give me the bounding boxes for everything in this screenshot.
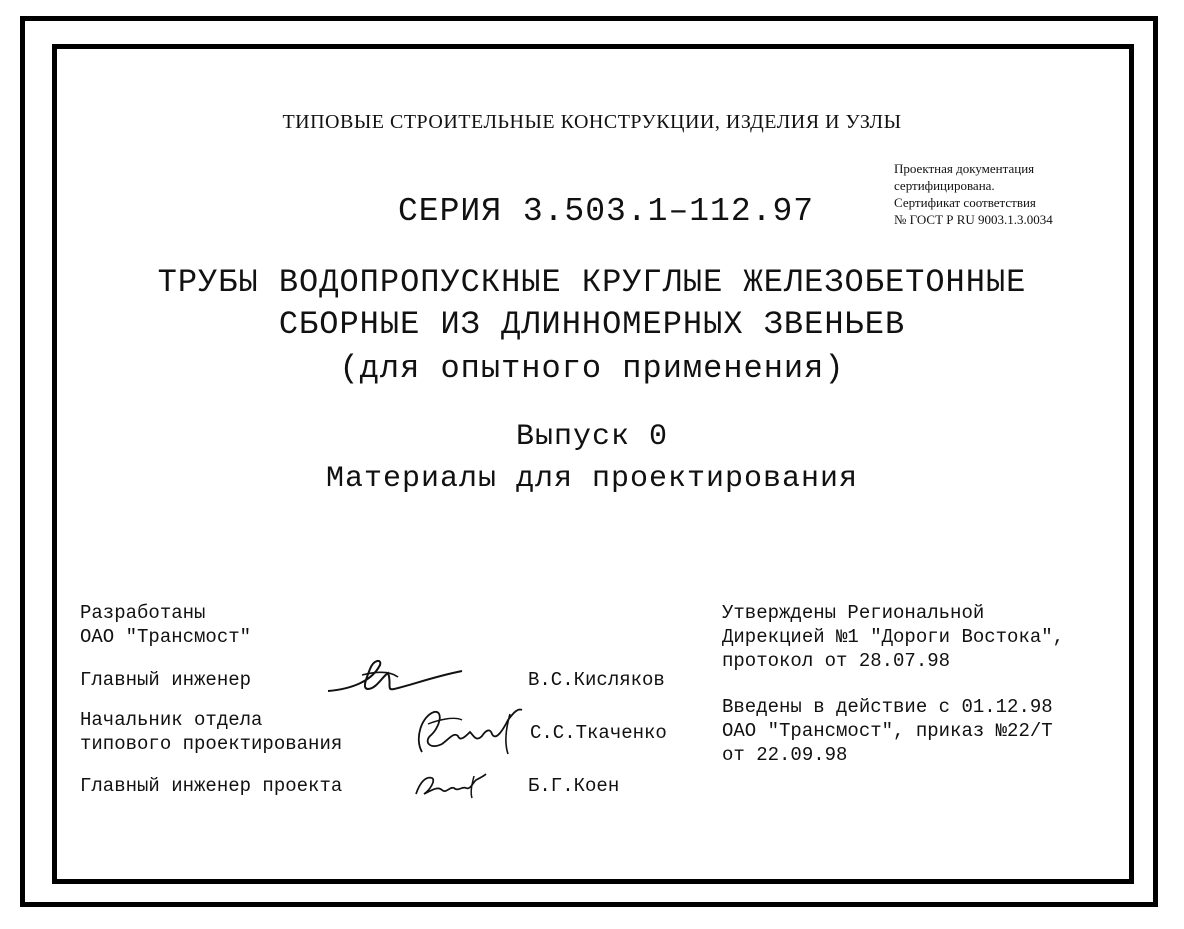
signature-image: [322, 655, 467, 697]
certification-line: сертифицирована.: [894, 178, 995, 193]
signatory-name: В.С.Кисляков: [528, 669, 665, 691]
issue-name: Материалы для проектирования: [325, 462, 859, 496]
series-number: СЕРИЯ 3.503.1–112.97: [398, 193, 815, 230]
issue-number: Выпуск 0: [515, 420, 669, 454]
signature-image: [410, 702, 535, 760]
header-line: ТИПОВЫЕ СТРОИТЕЛЬНЫЕ КОНСТРУКЦИИ, ИЗДЕЛИЯ И УЗЛЫ: [282, 111, 902, 133]
signature-image: [410, 768, 490, 802]
signatory-role: [80, 708, 342, 756]
developed-line: ОАО "Трансмост": [80, 626, 252, 648]
approval-line: Дирекцией №1 "Дороги Востока",: [722, 626, 1065, 648]
signatory-role-line: типового проектирования: [80, 733, 343, 755]
introduction-note: [722, 695, 1053, 767]
certification-line: Проектная документация: [894, 161, 1035, 176]
title-line-2: СБОРНЫЕ ИЗ ДЛИННОМЕРНЫХ ЗВЕНЬЕВ: [278, 306, 906, 343]
developed-by: [80, 601, 251, 649]
approval-note: [722, 601, 1064, 673]
title-line-1: ТРУБЫ ВОДОПРОПУСКНЫЕ КРУГЛЫЕ ЖЕЛЕЗОБЕТОННЫЕ: [157, 264, 1027, 301]
developed-line: Разработаны: [80, 602, 206, 624]
approval-line: Утверждены Региональной: [722, 602, 985, 624]
introduction-line: от 22.09.98: [722, 744, 848, 766]
signatory-name: Б.Г.Коен: [528, 775, 620, 797]
approval-line: протокол от 28.07.98: [722, 650, 951, 672]
certification-line: Сертификат соответствия: [894, 195, 1036, 210]
introduction-line: ОАО "Трансмост", приказ №22/Т: [722, 720, 1053, 742]
introduction-line: Введены в действие с 01.12.98: [722, 696, 1053, 718]
certification-line: № ГОСТ Р RU 9003.1.3.0034: [894, 212, 1053, 227]
title-line-3: (для опытного применения): [339, 350, 845, 387]
signatory-role-line: Начальник отдела: [80, 709, 263, 731]
signatory-name: С.С.Ткаченко: [530, 722, 667, 744]
signatory-role: Главный инженер проекта: [80, 775, 343, 797]
certification-note: [894, 160, 1053, 228]
signatory-role: Главный инженер: [80, 669, 252, 691]
